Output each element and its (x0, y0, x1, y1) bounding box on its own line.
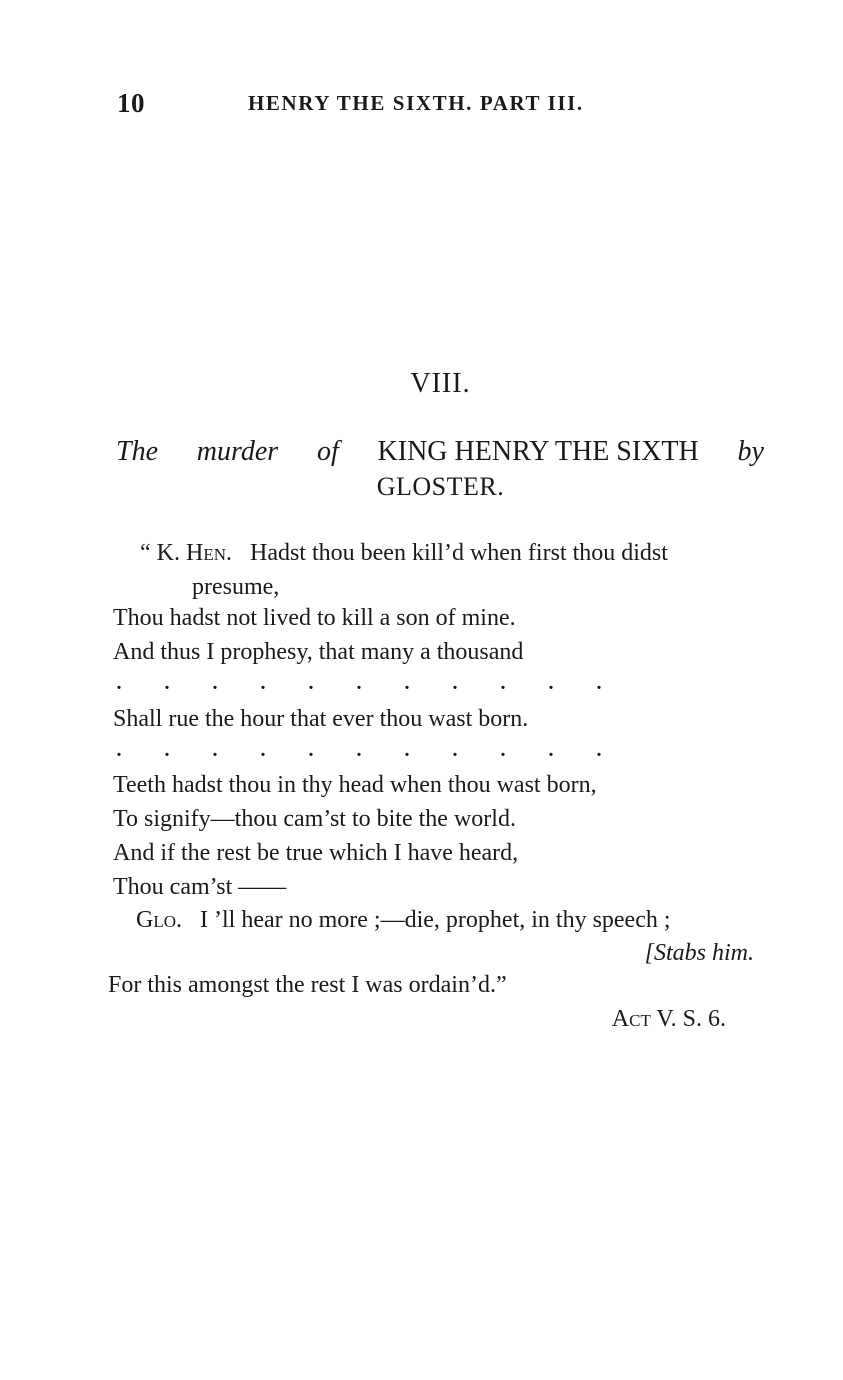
ellipsis-dot: . (116, 739, 122, 761)
ellipsis-dot: . (164, 739, 170, 761)
title-word-the: The (116, 436, 158, 467)
page-number: 10 (117, 88, 145, 118)
title-word-murder: murder (196, 436, 279, 467)
ellipsis-row-1 (116, 672, 602, 695)
running-title: HENRY THE SIXTH. PART III. (248, 91, 584, 115)
verse-line-3: And thus I prophesy, that many a thousand (113, 639, 524, 665)
verse-text: Hadst thou been kill’d when first thou didst (249, 540, 668, 566)
section-number: VIII. (410, 368, 471, 399)
speaker-k-hen: K. Hen. (156, 540, 232, 566)
act-scene-citation: Act V. S. 6. (611, 1006, 726, 1032)
verse-line-9 (136, 905, 671, 935)
ellipsis-dot: . (500, 672, 506, 694)
ellipsis-dot: . (212, 672, 218, 694)
verse-line-4: Shall rue the hour that ever thou wast born. (113, 706, 529, 732)
title-word-by: by (737, 436, 764, 467)
ellipsis-dot: . (116, 672, 122, 694)
ellipsis-dot: . (500, 739, 506, 761)
ellipsis-dot: . (596, 739, 602, 761)
ellipsis-dot: . (308, 672, 314, 694)
title-subject: KING HENRY THE SIXTH (377, 436, 699, 467)
verse-line-10: For this amongst the rest I was ordain’d.” (108, 972, 507, 998)
title-word-of: of (316, 436, 339, 467)
ellipsis-dot: . (356, 739, 362, 761)
verse-text: I ’ll hear no more ;—die, prophet, in thy speech ; (200, 907, 671, 933)
ellipsis-dot: . (452, 739, 458, 761)
ellipsis-row-2 (116, 739, 602, 762)
verse-line-7: And if the rest be true which I have heard, (113, 840, 519, 866)
ellipsis-dot: . (260, 739, 266, 761)
stage-direction: [Stabs him. (644, 940, 754, 966)
ellipsis-dot: . (356, 672, 362, 694)
ellipsis-dot: . (596, 672, 602, 694)
section-title-line-1 (116, 436, 764, 468)
ellipsis-dot: . (404, 739, 410, 761)
ellipsis-dot: . (164, 672, 170, 694)
verse-line-8: Thou cam’st —— (113, 874, 287, 900)
running-head (0, 88, 843, 124)
ellipsis-dot: . (452, 672, 458, 694)
ellipsis-dot: . (260, 672, 266, 694)
open-quote: “ (140, 540, 151, 566)
verse-line-1 (140, 538, 668, 568)
verse-line-6: To signify—thou cam’st to bite the world. (113, 806, 516, 832)
section-title-line-2: GLOSTER. (376, 472, 505, 501)
ellipsis-dot: . (308, 739, 314, 761)
ellipsis-dot: . (548, 672, 554, 694)
speaker-glo: Glo. (136, 907, 182, 933)
verse-line-1-continued: presume, (192, 574, 280, 600)
verse-line-5: Teeth hadst thou in thy head when thou wast born, (113, 772, 597, 798)
verse-line-2: Thou hadst not lived to kill a son of mine. (113, 605, 516, 631)
ellipsis-dot: . (548, 739, 554, 761)
ellipsis-dot: . (404, 672, 410, 694)
ellipsis-dot: . (212, 739, 218, 761)
